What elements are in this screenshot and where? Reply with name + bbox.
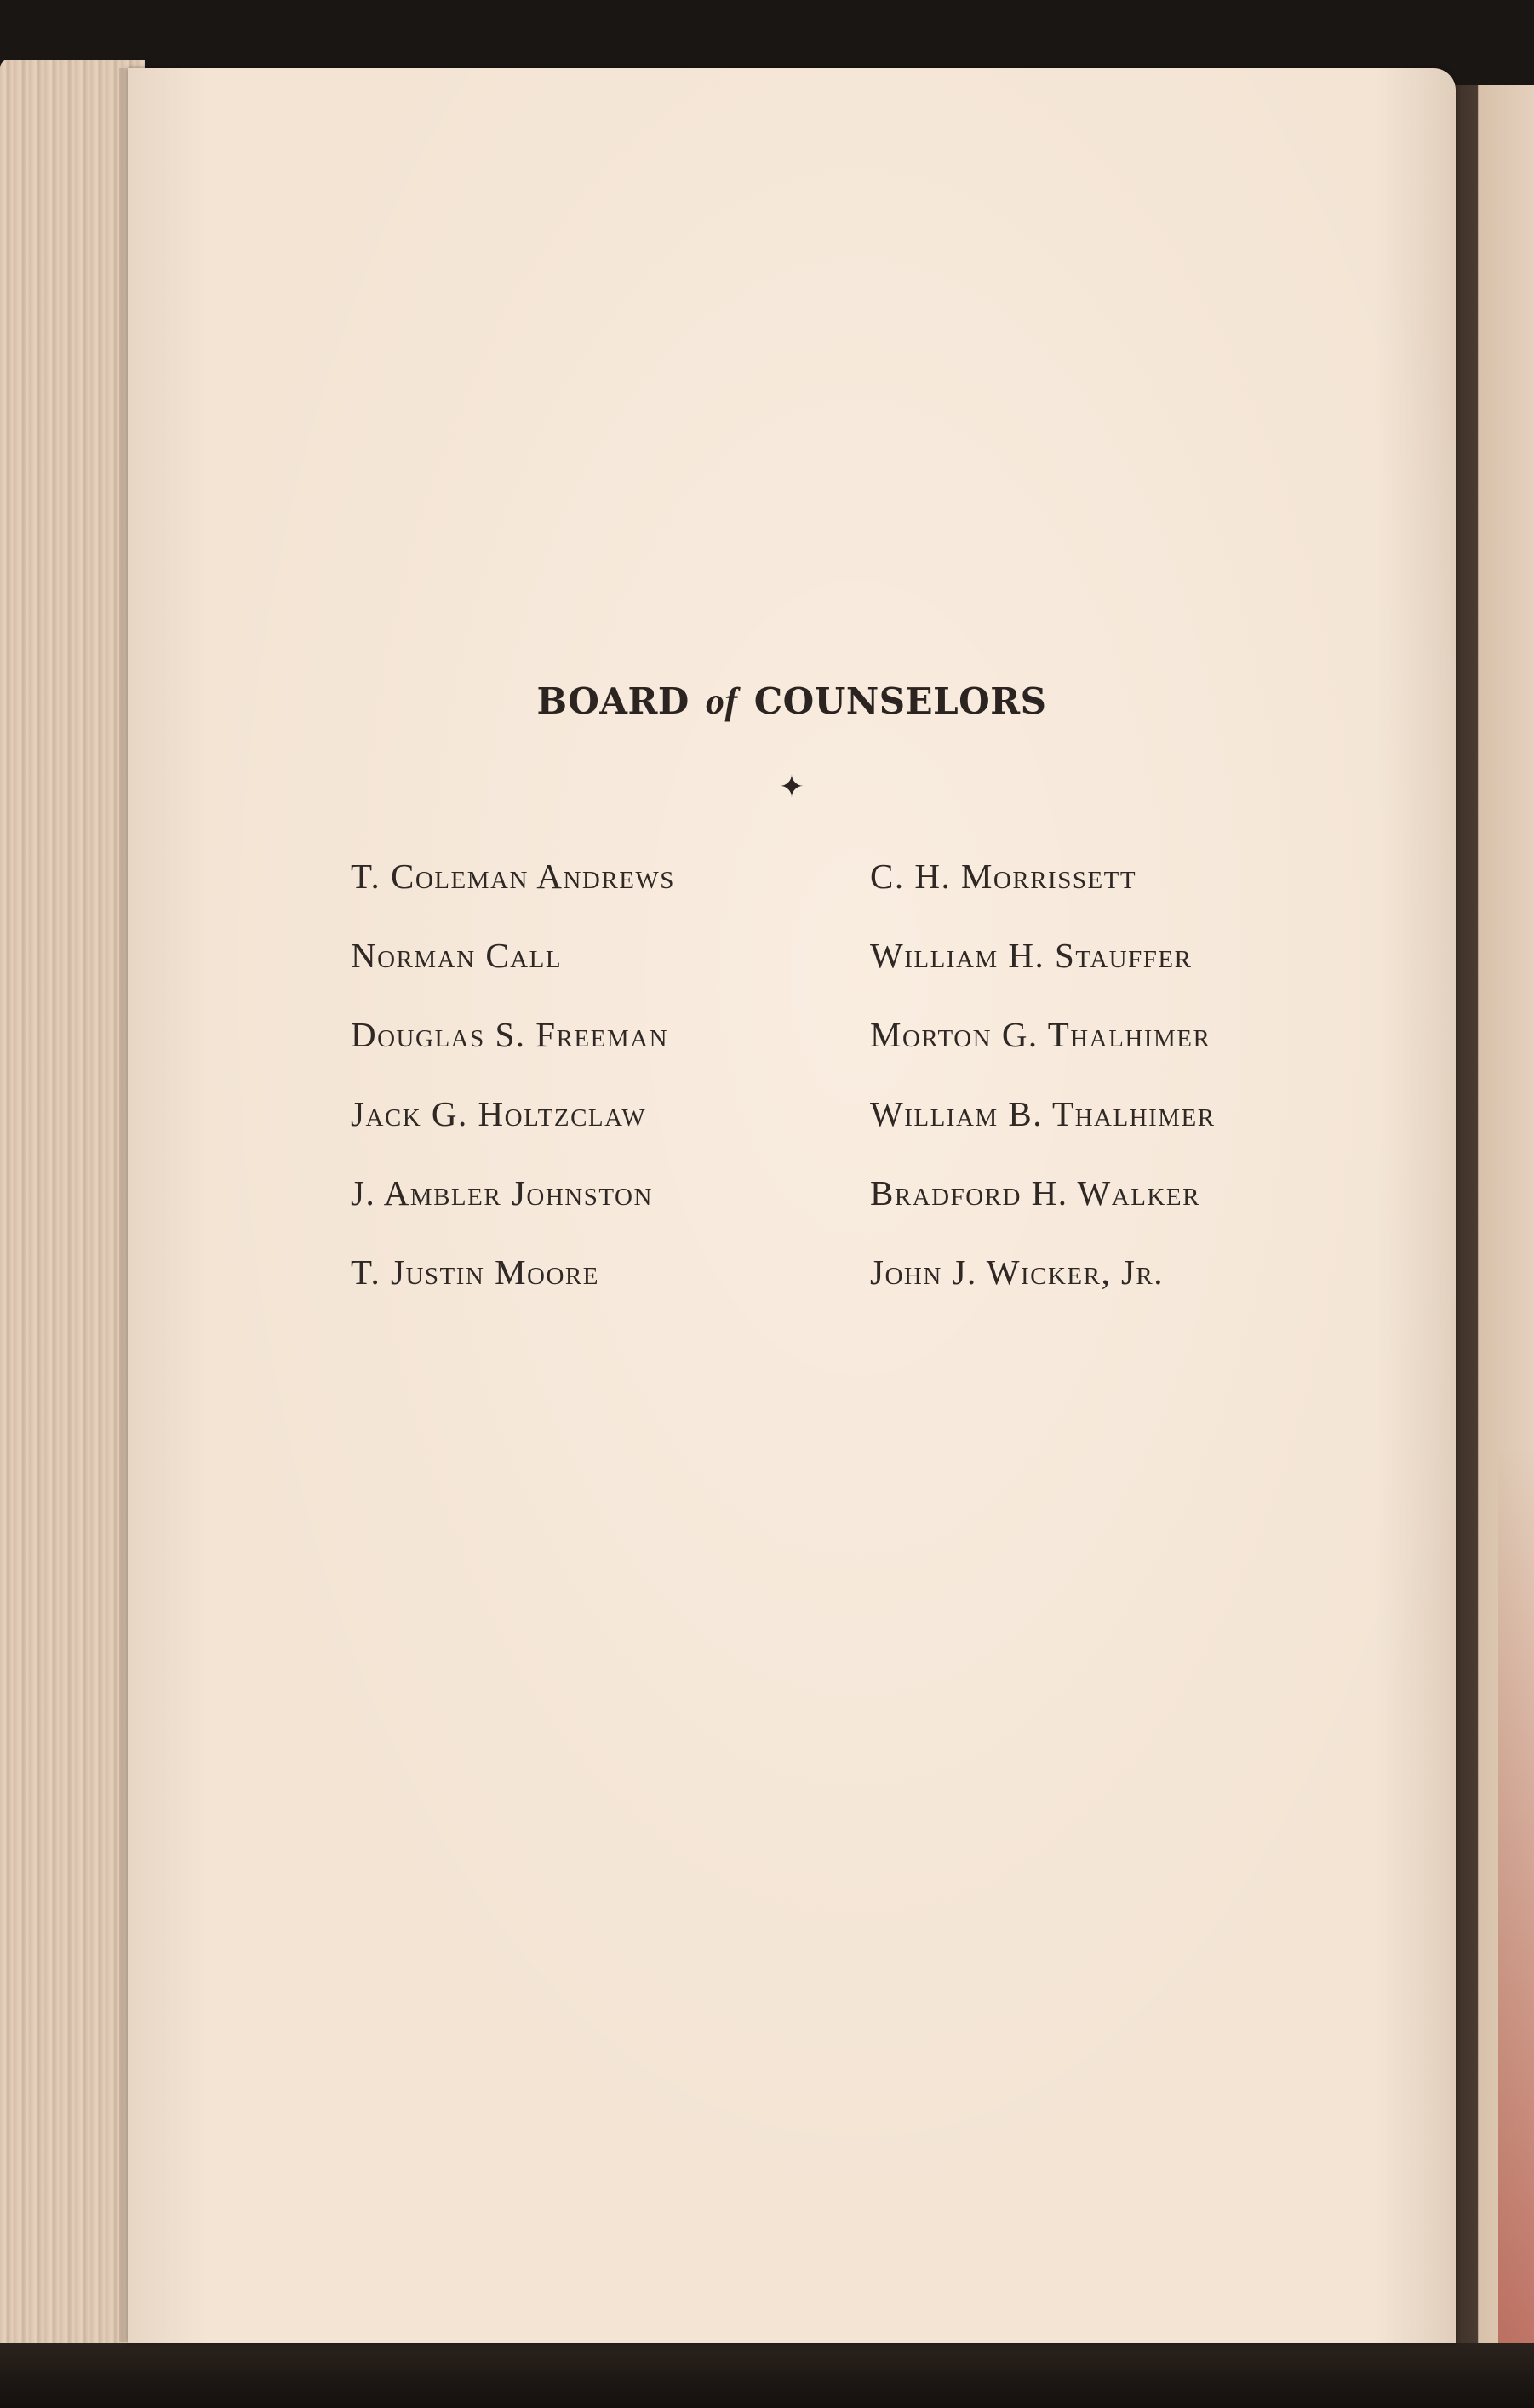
counselor-list-right — [870, 855, 1449, 1330]
counselor-name: Morton G. Thalhimer — [870, 1015, 1211, 1054]
counselor-list-left — [351, 855, 827, 1330]
title-counselors: COUNSELORS — [753, 680, 1047, 722]
counselor-name: Jack G. Holtzclaw — [351, 1094, 647, 1133]
counselor-name: J. Ambler Johnston — [351, 1173, 653, 1213]
counselor-name: William H. Stauffer — [870, 936, 1193, 975]
counselor-name: William B. Thalhimer — [870, 1094, 1216, 1133]
page-title — [128, 679, 1456, 723]
book-page — [128, 68, 1456, 2343]
counselor-name: Norman Call — [351, 936, 563, 975]
counselor-name: Douglas S. Freeman — [351, 1015, 669, 1054]
counselor-name: T. Coleman Andrews — [351, 857, 675, 896]
counselor-name: John J. Wicker, Jr. — [870, 1253, 1164, 1292]
title-board: BOARD — [536, 680, 690, 722]
counselor-name: T. Justin Moore — [351, 1253, 599, 1292]
counselor-name: Bradford H. Walker — [870, 1173, 1200, 1213]
binding-edge — [0, 2343, 1534, 2408]
star-ornament-icon: ✦ — [778, 770, 805, 805]
title-of: of — [705, 680, 738, 722]
counselor-name: C. H. Morrissett — [870, 857, 1137, 896]
cover-red-edge — [1498, 1448, 1534, 2350]
